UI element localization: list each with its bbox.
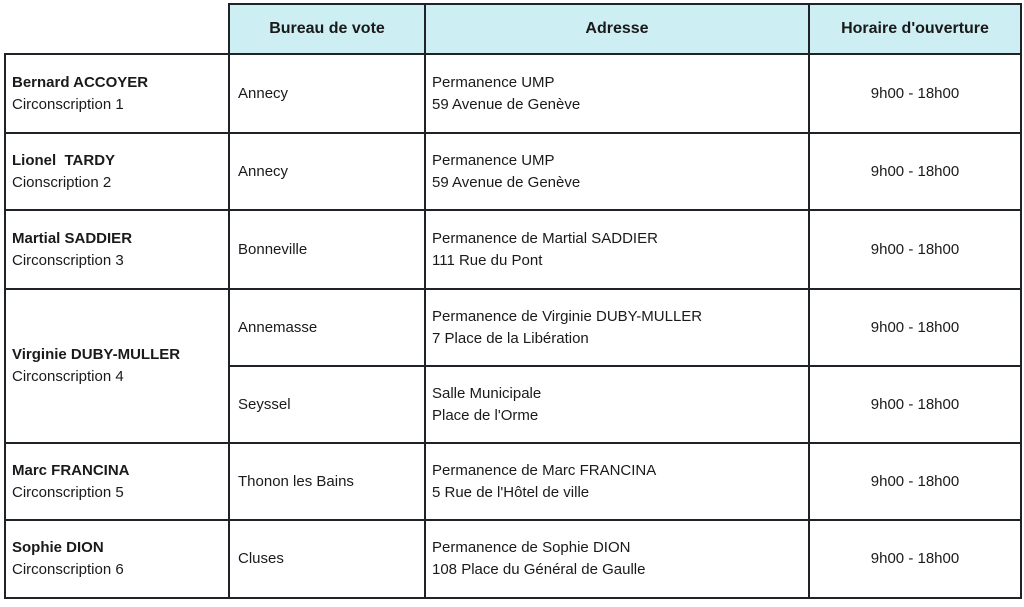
table-row — [5, 443, 1021, 520]
candidate-cell — [5, 54, 229, 133]
address-cell — [425, 520, 809, 598]
bureau-city: Thonon les Bains — [229, 443, 425, 520]
candidate-name: Lionel TARDY — [12, 151, 116, 169]
opening-hours: 9h00 - 18h00 — [809, 520, 1021, 598]
opening-hours: 9h00 - 18h00 — [809, 133, 1021, 210]
candidate-name: Bernard ACCOYER — [12, 73, 149, 91]
bureau-city: Bonneville — [229, 210, 425, 289]
candidate-cell — [5, 133, 229, 210]
opening-hours: 9h00 - 18h00 — [809, 289, 1021, 366]
bureau-city: Annecy — [229, 133, 425, 210]
address-line-1: Permanence UMP — [432, 73, 555, 91]
header-adresse: Adresse — [425, 4, 809, 54]
address-line-2: 7 Place de la Libération — [432, 329, 589, 347]
address-cell — [425, 54, 809, 133]
table-row — [5, 210, 1021, 289]
address-line-2: 108 Place du Général de Gaulle — [432, 561, 646, 578]
header-bureau: Bureau de vote — [229, 4, 425, 54]
opening-hours: 9h00 - 18h00 — [809, 54, 1021, 133]
candidate-circonscription: Circonscription 4 — [12, 368, 124, 385]
address-line-1: Permanence de Marc FRANCINA — [432, 461, 657, 479]
candidate-circonscription: Circonscription 6 — [12, 561, 124, 578]
candidate-name: Sophie DION — [12, 539, 104, 556]
table-header-row — [5, 4, 1021, 54]
address-cell — [425, 289, 809, 366]
candidate-circonscription: Circonscription 5 — [12, 483, 124, 501]
candidate-circonscription: Circonscription 1 — [12, 95, 124, 113]
address-line-1: Salle Municipale — [432, 384, 542, 402]
bureau-city: Annecy — [229, 54, 425, 133]
opening-hours: 9h00 - 18h00 — [809, 366, 1021, 443]
candidate-name: Virginie DUBY-MULLER — [12, 346, 181, 363]
address-line-1: Permanence de Sophie DION — [432, 539, 631, 556]
header-horaire: Horaire d'ouverture — [809, 4, 1021, 54]
opening-hours: 9h00 - 18h00 — [809, 210, 1021, 289]
address-line-1: Permanence UMP — [432, 151, 555, 169]
table-row — [5, 289, 1021, 366]
address-line-1: Permanence de Martial SADDIER — [432, 229, 658, 247]
opening-hours: 9h00 - 18h00 — [809, 443, 1021, 520]
candidate-name: Marc FRANCINA — [12, 461, 130, 479]
address-cell — [425, 210, 809, 289]
candidate-cell — [5, 289, 229, 443]
address-line-2: 111 Rue du Pont — [432, 251, 543, 269]
address-line-1: Permanence de Virginie DUBY-MULLER — [432, 307, 703, 325]
address-line-2: 59 Avenue de Genève — [432, 173, 581, 191]
candidate-circonscription: Circonscription 3 — [12, 251, 124, 269]
address-cell — [425, 133, 809, 210]
address-line-2: Place de l'Orme — [432, 406, 539, 424]
polling-stations-table — [4, 3, 1022, 599]
candidate-cell — [5, 210, 229, 289]
bureau-city: Annemasse — [229, 289, 425, 366]
table-row — [5, 133, 1021, 210]
candidate-circonscription: Cionscription 2 — [12, 173, 112, 191]
candidate-cell — [5, 443, 229, 520]
address-line-2: 59 Avenue de Genève — [432, 95, 581, 113]
candidate-name: Martial SADDIER — [12, 229, 133, 247]
candidate-cell — [5, 520, 229, 598]
blank-header-cell — [5, 4, 229, 54]
bureau-city: Seyssel — [229, 366, 425, 443]
bureau-city: Cluses — [229, 520, 425, 598]
table-row — [5, 520, 1021, 598]
table-row — [5, 54, 1021, 133]
address-line-2: 5 Rue de l'Hôtel de ville — [432, 483, 590, 501]
address-cell — [425, 366, 809, 443]
address-cell — [425, 443, 809, 520]
